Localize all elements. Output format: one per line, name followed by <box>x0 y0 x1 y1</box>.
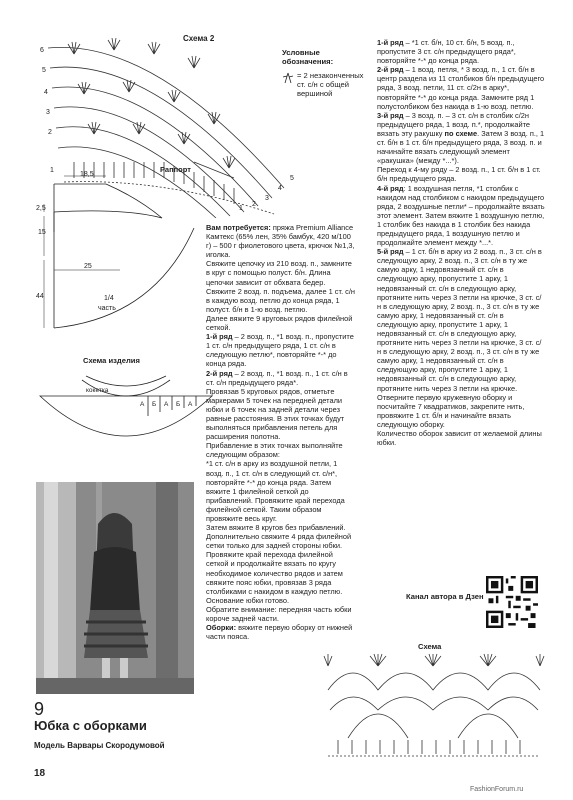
row-num: 5 <box>42 67 46 74</box>
right-paragraph: Отверните первую кружевную оборку и посчитайте 7 квадратиков, закрепите нить, провяжите 1 ст. б/н и начинайте вязать следующую оборку. <box>377 392 525 429</box>
article-author: Модель Варвары Скородумовой <box>34 741 165 750</box>
scheme2-title: Схема 2 <box>183 34 215 43</box>
mid-paragraph: Свяжите цепочку из 210 возд. п., замкните в круг с помощью полуст. б/н. Длина цепочки зависит от обхвата бедер. Свяжите 2 возд. п. подъема, далее 1 ст. с/н в каждую возд. петлю до конца ряда, 1 полуст. б/н в 1-ю возд. петлю. <box>206 259 356 314</box>
qr-label: Канал автора в Дзен <box>406 592 484 601</box>
mid-paragraph: 1-й ряд – 2 возд. п., *1 возд. п., пропустите 1 ст. с/н предыдущего ряда, 1 ст. с/н в следующую петлю*, повторяйте *-* до конца ряда. <box>206 332 354 369</box>
row-num: 2 <box>252 201 256 208</box>
row-num: 4 <box>44 89 48 96</box>
woman-in-forest-image <box>36 482 194 694</box>
dim-label: 1/4 <box>104 295 114 302</box>
yoke-label: кокетка <box>86 387 109 394</box>
legend-title: Условные обозначения: <box>282 48 334 67</box>
right-column-text <box>377 38 545 447</box>
legend-item: = 2 незаконченных ст. с/н с общей вершиной <box>297 70 364 99</box>
row-num: 5 <box>290 175 294 182</box>
mid-paragraph: Вам потребуется: пряжа Premium Alliance Камтекс (65% лен, 35% бамбук, 420 м/100 г) – 500 г фиолетового цвета, крючок №1,3, иголка. <box>206 223 355 260</box>
mid-paragraph: Далее вяжите 9 круговых рядов филейной сеткой. <box>206 313 353 333</box>
dim-label: 2,5 <box>36 205 46 212</box>
dim-label: 18,5 <box>80 171 94 178</box>
right-paragraph: Количество оборок зависит от желаемой длины юбки. <box>377 429 542 448</box>
page-number: 18 <box>34 768 46 779</box>
mid-paragraph: Затем вяжите 8 кругов без прибавлений. Дополнительно свяжите 4 ряда филейной сетки только для задней стороны юбки. Провяжите край перехода филейной сеткой и продолжайте вязать по кругу необходимое количество рядов и затем свяжите пояс юбки, провязав 3 ряда столбиками с накидом в каждую петлю. Основание юбки готово. <box>206 523 352 605</box>
row-num: 3 <box>46 109 50 116</box>
right-paragraph: 3-й ряд – 3 возд. п. – 3 ст. с/н в столбик с/2н предыдущего ряда, 1 возд. п.*, продолжайте вязать эту ракушку по схеме. Затем 3 возд. п., 1 ст. б/н в 1 ст. б/н предыдущего ряда, 3 возд. п. и начинайте вязать следующий элемент «ракушка» (между *...*). <box>377 110 545 166</box>
rapport-label: Раппорт <box>160 165 191 174</box>
qr-code-icon[interactable] <box>486 576 538 628</box>
article-title: Юбка с оборками <box>34 718 147 733</box>
right-paragraph: Переход к 4-му ряду – 2 возд. п., 1 ст. б/н в 1 ст. б/н предыдущего ряда. <box>377 165 541 184</box>
scheme-bottom-title: Схема <box>418 642 442 651</box>
right-paragraph: 5-й ряд – 1 ст. б/н в арку из 2 возд. п., 3 ст. с/н в следующую арку, 2 возд. п., 3 ст. с/н в ту же самую арку, 1 недовязанный ст. с/н в следующую арку, пропустите 1 арку, 1 недовязанный ст. с/н в следующую арку, протяните нить через 3 петли на крючке, 3 ст. с/н в следующую арку, 2 возд. п., 3 ст. с/н в ту же самую арку, 1 недовязанный ст. с/н в следующую арку, пропустите 1 арку, 1 недовязанный ст. с/н в следующую арку, протяните нить через 3 петли на крючке, 3 ст. с/н в следующую арку, 2 возд. п., 3 ст. с/н в ту же самую арку, 1 недовязанный ст. с/н в следующую арку, пропустите 1 арку, 1 недовязанный ст. с/н в следующую арку, протяните нить через 3 петли на крючке. <box>377 247 542 393</box>
right-paragraph: 4-й ряд: 1 воздушная петля, *1 столбик с накидом над столбиком с накидом предыдущего ряда, 2 воздушные петли* – продолжайте вязать этот элемент. Затем вяжите 1 воздушную петлю, 1 столбик без накида в 1 столбик без накида предыдущего ряда, 1 воздушную петлю и продолжайте элемент между *...*. <box>377 183 545 248</box>
letter-label: Б <box>176 401 181 408</box>
right-paragraph: 1-й ряд – *1 ст. б/н, 10 ст. б/н, 5 возд. п., пропустите 3 ст. с/н предыдущего ряда*, повторяйте *-* до конца ряда. <box>377 38 516 66</box>
row-num: 2 <box>48 129 52 136</box>
dim-label: часть <box>98 305 116 312</box>
article-number: 9 <box>34 699 45 719</box>
legend <box>282 48 367 98</box>
cluster-stitch-icon <box>282 71 294 99</box>
letter-label: А <box>140 401 145 408</box>
mid-paragraph: Оборки: вяжите первую оборку от нижней части пояса. <box>206 623 353 642</box>
model-photo <box>36 482 194 694</box>
mid-paragraph: Провязав 5 круговых рядов, отметьте маркерами 5 точек на передней детали юбки и 6 точек на задней детали через равные расстояния. В этих точках будут выполняться прибавления петель для расширения полотна. <box>206 386 345 442</box>
right-paragraph: 2-й ряд – 1 возд. петля, * 3 возд. п., 1 ст. б/н в центр раздела из 11 столбиков б/н предыдущего ряда, 3 возд. петли, 11 ст. с/2н в арку*, повторяйте *-* до конца ряда. Замкните ряд 1 полуcтолбиком без накида в 1-ю возд. петлю. <box>377 65 545 111</box>
dim-label: 44 <box>36 293 44 300</box>
mid-paragraph: Прибавление в этих точках выполняйте следующим образом: <box>206 441 343 460</box>
middle-column-text <box>206 223 356 641</box>
product-diagram <box>36 366 218 456</box>
dim-label: 25 <box>84 263 92 270</box>
row-num: 3 <box>265 195 269 202</box>
letter-label: А <box>164 401 169 408</box>
bottom-scheme-diagram <box>318 650 550 762</box>
scheme-product-title: Схема изделия <box>83 356 140 365</box>
row-num: 1 <box>239 205 243 212</box>
mid-paragraph: 2-й ряд – 2 возд. п., *1 возд. п., 1 ст. с/н в ст. с/н предыдущего ряда*. <box>206 368 348 387</box>
footer-watermark: FashionForum.ru <box>470 786 524 793</box>
dim-label: 15 <box>38 229 46 236</box>
row-num: 4 <box>278 185 282 192</box>
mid-paragraph: *1 ст. с/н в арку из воздушной петли, 1 возд. п., 1 ст. с/н в следующий ст. с/н*, повторяйте *-* до конца ряда. Затем вяжите 1 филейной сеткой до прибавлений. Провяжите край перехода филейной сеткой. Таким образом провяжите весь круг. <box>206 459 345 523</box>
mid-paragraph: Обратите внимание: передняя часть юбки короче задней части. <box>206 604 352 624</box>
letter-label: Б <box>152 401 157 408</box>
row-num: 1 <box>50 167 54 174</box>
pattern-diagram <box>34 168 210 358</box>
letter-label: А <box>188 401 193 408</box>
row-num: 6 <box>40 47 44 54</box>
